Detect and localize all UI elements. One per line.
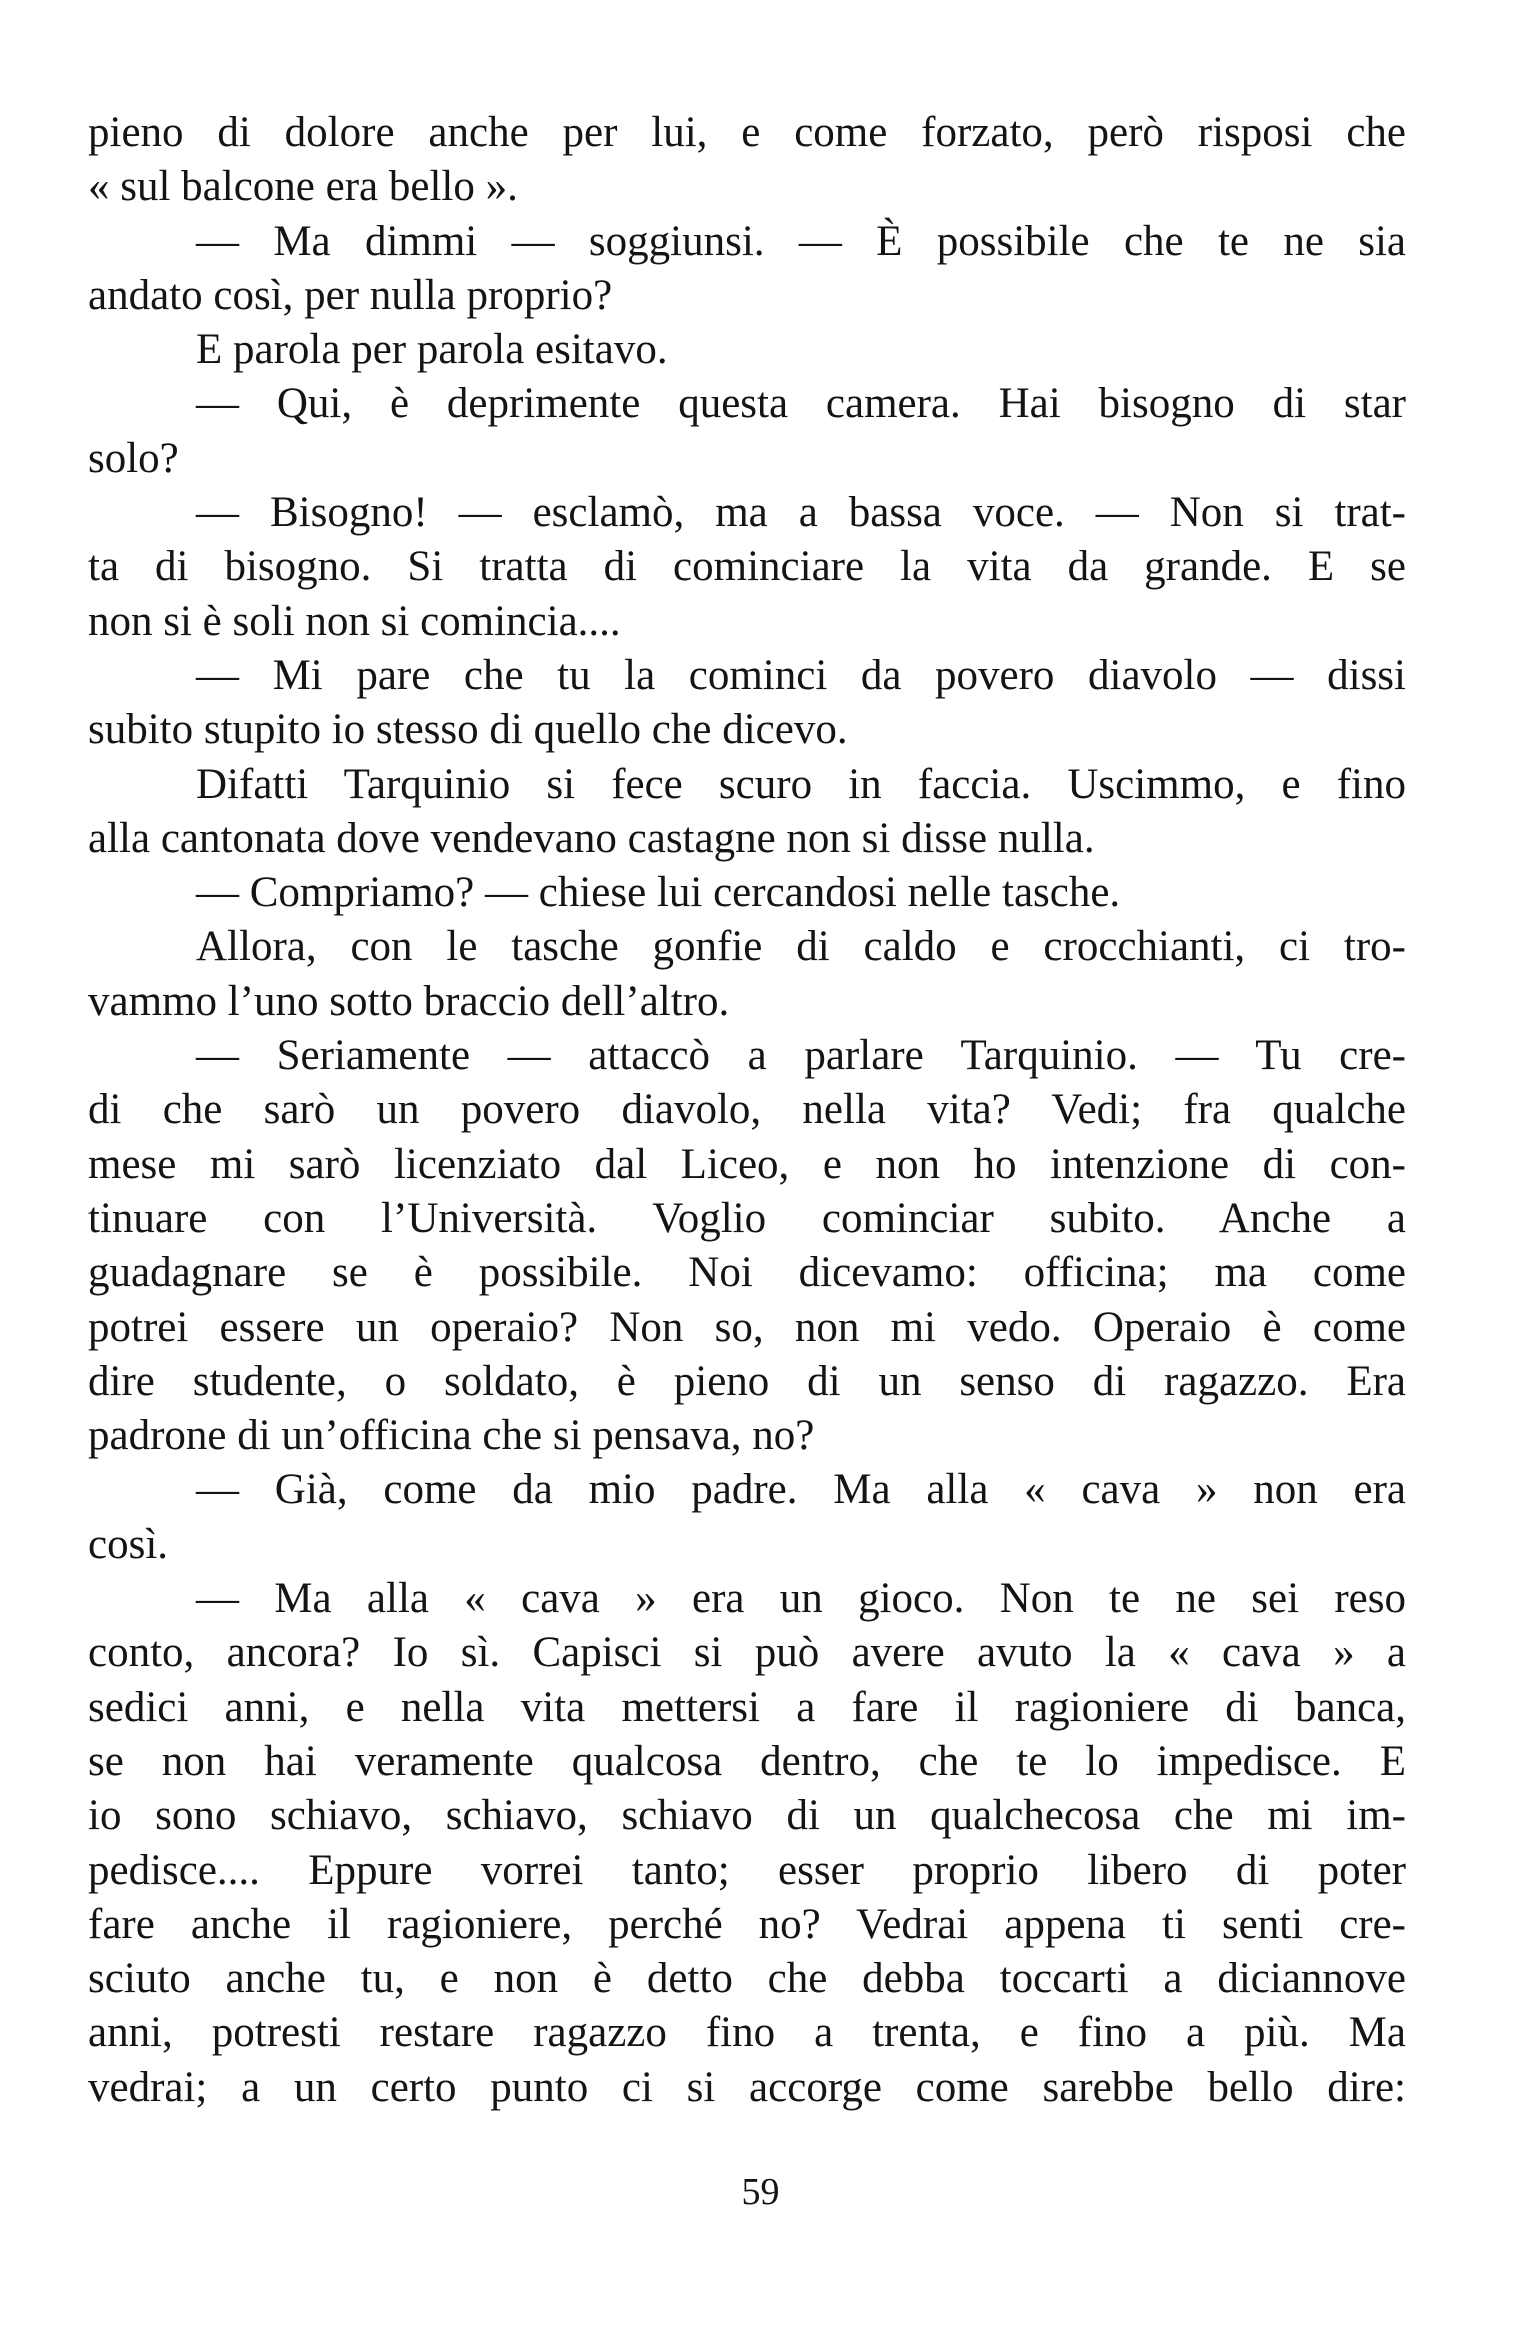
text-line: conto, ancora? Io sì. Capisci si può avere avuto la « cava » a [88, 1629, 1406, 1677]
text-line: — Ma alla « cava » era un gioco. Non te ne sei reso [196, 1575, 1406, 1623]
text-line: guadagnare se è possibile. Noi dicevamo: officina; ma come [88, 1249, 1406, 1297]
text-line: sedici anni, e nella vita mettersi a fare il ragioniere di banca, [88, 1683, 1406, 1731]
text-line: alla cantonata dove vendevano castagne non si disse nulla. [88, 814, 1095, 862]
text-line: pieno di dolore anche per lui, e come forzato, però risposi che [88, 109, 1406, 156]
text-line: andato così, per nulla proprio? [88, 271, 613, 319]
text-line: — Compriamo? — chiese lui cercandosi nelle tasche. [196, 869, 1121, 917]
text-line: fare anche il ragioniere, perché no? Vedrai appena ti senti cre- [88, 1900, 1406, 1948]
text-line: solo? [88, 434, 179, 482]
text-line: tinuare con l’Università. Voglio cominciar subito. Anche a [88, 1194, 1406, 1242]
text-line: — Già, come da mio padre. Ma alla « cava » non era [196, 1466, 1406, 1514]
text-line: — Seriamente — attaccò a parlare Tarquinio. — Tu cre- [196, 1032, 1406, 1080]
text-line: subito stupito io stesso di quello che dicevo. [88, 706, 848, 754]
text-line: potrei essere un operaio? Non so, non mi vedo. Operaio è come [88, 1303, 1406, 1351]
text-line: non si è soli non si comincia.... [88, 597, 621, 645]
text-line: sciuto anche tu, e non è detto che debba toccarti a diciannove [88, 1955, 1406, 2003]
text-line: anni, potresti restare ragazzo fino a trenta, e fino a più. Ma [88, 2009, 1406, 2057]
text-line: mese mi sarò licenziato dal Liceo, e non ho intenzione di con- [88, 1140, 1406, 1188]
text-line: vedrai; a un certo punto ci si accorge come sarebbe bello dire: [88, 2063, 1406, 2111]
text-line: Difatti Tarquinio si fece scuro in faccia. Uscimmo, e fino [196, 760, 1406, 808]
page-number: 59 [741, 2171, 780, 2213]
text-line: vammo l’uno sotto braccio dell’altro. [88, 977, 730, 1025]
text-line: di che sarò un povero diavolo, nella vita? Vedi; fra qualche [88, 1086, 1406, 1134]
text-line: ta di bisogno. Si tratta di cominciare la vita da grande. E se [88, 543, 1406, 591]
text-line: così. [88, 1520, 169, 1568]
text-line: padrone di un’officina che si pensava, no? [88, 1412, 815, 1460]
text-line: — Mi pare che tu la cominci da povero diavolo — dissi [196, 651, 1406, 699]
text-line: Allora, con le tasche gonfie di caldo e crocchianti, ci tro- [196, 923, 1406, 971]
text-line: — Qui, è deprimente questa camera. Hai bisogno di star [196, 380, 1406, 428]
text-line: « sul balcone era bello ». [88, 163, 518, 211]
body-text [88, 106, 1406, 2115]
text-line: — Ma dimmi — soggiunsi. — È possibile che te ne sia [196, 217, 1406, 265]
text-line: dire studente, o soldato, è pieno di un senso di ragazzo. Era [88, 1357, 1406, 1405]
text-line: pedisce.... Eppure vorrei tanto; esser proprio libero di poter [88, 1846, 1406, 1894]
text-line: io sono schiavo, schiavo, schiavo di un qualchecosa che mi im- [88, 1792, 1406, 1840]
text-line: E parola per parola esitavo. [196, 326, 668, 374]
text-line: se non hai veramente qualcosa dentro, che te lo impedisce. E [88, 1737, 1406, 1785]
text-line: — Bisogno! — esclamò, ma a bassa voce. — Non si trat- [196, 489, 1406, 537]
